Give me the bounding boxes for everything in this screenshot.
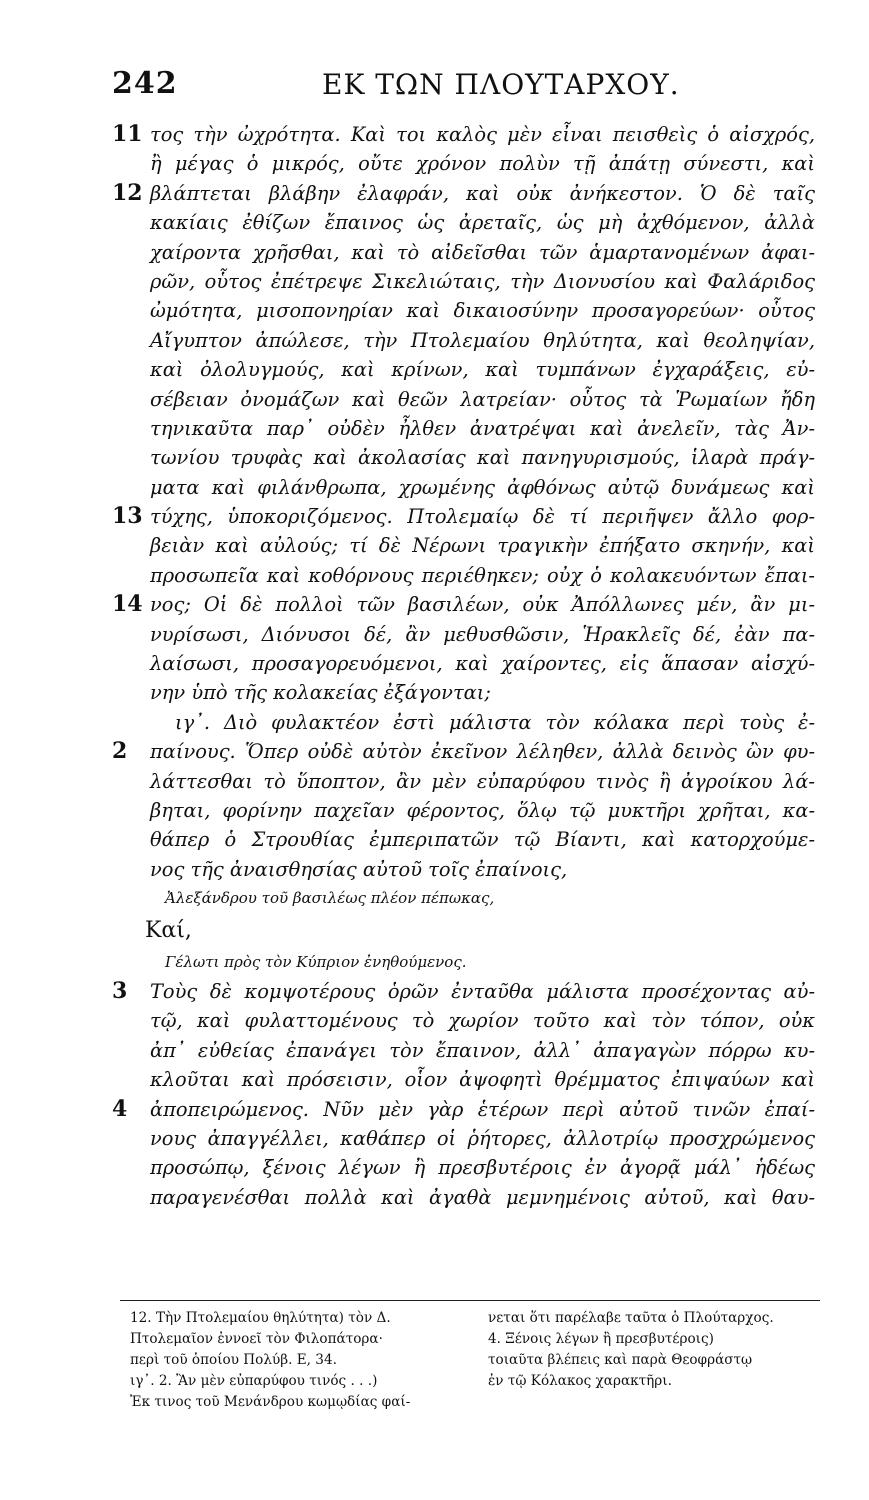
- line-text: σέβειαν ὀνομάζων καὶ θεῶν λατρείαν· οὗτος τὰ Ῥωμαίων ἤδη: [150, 387, 815, 411]
- text-line: [0, 649, 815, 678]
- text-line: [0, 1095, 815, 1124]
- line-text: ἀποπειρώμενος. Νῦν μὲν γὰρ ἑτέρων περὶ αὐτοῦ τινῶν ἐπαί-: [150, 1097, 815, 1121]
- footnote-line: τοιαῦτα βλέπεις καὶ παρὰ Θεοφράστῳ: [488, 1352, 753, 1368]
- text-line: [0, 620, 815, 649]
- text-line: [0, 561, 815, 590]
- line-text: ματα καὶ φιλάνθρωπα, χρωμένης ἀφθόνως αὐτῷ δυνάμεως καὶ: [150, 475, 815, 499]
- footnote-line: ἐν τῷ Κόλακος χαρακτῆρι.: [488, 1373, 672, 1389]
- line-text: ἀπ᾽ εὐθείας ἐπανάγει τὸν ἔπαινον, ἀλλ᾽ ἀπαγαγὼν πόρρω κυ-: [150, 1038, 815, 1062]
- line-text: χαίροντα χρῆσθαι, καὶ τὸ αἰδεῖσθαι τῶν ἁμαρτανομένων ἀφαι-: [150, 240, 815, 264]
- line-text: τῷ, καὶ φυλαττομένους τὸ χωρίον τοῦτο καὶ τὸν τόπον, οὐκ: [150, 1009, 815, 1033]
- line-text: βλάπτεται βλάβην ἐλαφράν, καὶ οὐκ ἀνήκεστον. Ὁ δὲ ταῖς: [150, 181, 815, 205]
- text-line: [0, 796, 815, 825]
- text-line: [0, 149, 815, 178]
- text-line: [0, 355, 815, 384]
- line-text: κακίαις ἐθίζων ἔπαινος ὡς ἀρεταῖς, ὡς μὴ ἀχθόμενον, ἀλλὰ: [150, 211, 815, 235]
- text-line: [0, 531, 815, 560]
- text-line: [0, 267, 815, 296]
- running-title: ΕΚ ΤΩΝ ΠΛΟΥΤΑΡΧΟΥ.: [322, 68, 680, 101]
- main-text: [0, 120, 869, 1212]
- footnotes-left-column: [130, 1308, 480, 1413]
- line-text: τος τὴν ὠχρότητα. Καὶ τοι καλὸς μὲν εἶναι πεισθεὶς ὁ αἰσχρός,: [150, 123, 815, 146]
- line-text: νος τῆς ἀναισθησίας αὐτοῦ τοῖς ἐπαίνοις,: [150, 857, 568, 881]
- text-line: [0, 414, 815, 443]
- paragraph-number: 3: [112, 977, 128, 1004]
- paragraph-number: 11: [112, 121, 143, 147]
- text-line: [0, 502, 815, 531]
- footnote-line: 12. Τὴν Πτολεμαίου θηλύτητα) τὸν Δ.: [130, 1310, 391, 1326]
- line-text: λάττεσθαι τὸ ὕποπτον, ἂν μὲν εὐπαρύφου τινὸς ἢ ἀγροίκου λά-: [150, 769, 815, 793]
- line-text: ἢ μέγας ὁ μικρός, οὔτε χρόνον πολὺν τῇ ἀπάτῃ σύνεστι, καὶ: [150, 152, 815, 176]
- line-text: καὶ ὀλολυγμούς, καὶ κρίνων, καὶ τυμπάνων ἐγχαράξεις, εὐ-: [150, 358, 815, 382]
- line-text: ὠμότητα, μισοπονηρίαν καὶ δικαιοσύνην προσαγορεύων· οὗτος: [150, 299, 815, 323]
- line-text: ρῶν, οὗτος ἐπέτρεψε Σικελιώταις, τὴν Διονυσίου καὶ Φαλάριδος: [150, 269, 815, 293]
- line-text: Τοὺς δὲ κομψοτέρους ὁρῶν ἐνταῦθα μάλιστα προσέχοντας αὐ-: [150, 979, 815, 1003]
- text-line: [0, 977, 815, 1006]
- line-text: θάπερ ὁ Στρουθίας ἐμπεριπατῶν τῷ Βίαντι, καὶ κατορχούμε-: [150, 828, 815, 852]
- text-line: [0, 179, 815, 208]
- text-block-1: [0, 120, 869, 884]
- text-line: [0, 296, 815, 325]
- text-line: [0, 590, 815, 619]
- text-line: [0, 326, 815, 355]
- line-text: νην ὑπὸ τῆς κολακείας ἐξάγονται;: [150, 681, 491, 705]
- line-text: ιγ᾽. Διὸ φυλακτέον ἐστὶ μάλιστα τὸν κόλακα περὶ τοὺς ἐ-: [175, 710, 815, 734]
- text-line: [0, 1065, 815, 1094]
- footnote-line: Ἐκ τινος τοῦ Μενάνδρου κωμῳδίας φαί-: [130, 1394, 411, 1410]
- footnote-line: περὶ τοῦ ὁποίου Πολύβ. Ε, 34.: [130, 1352, 337, 1368]
- line-text: βειὰν καὶ αὐλούς; τί δὲ Νέρωνι τραγικὴν ἐπήξατο σκηνήν, καὶ: [150, 534, 815, 558]
- text-line: [0, 825, 815, 854]
- text-line: [0, 120, 815, 149]
- line-text: τωνίου τρυφὰς καὶ ἀκολασίας καὶ πανηγυρισμούς, ἱλαρὰ πράγ-: [150, 446, 815, 470]
- line-text: λαίσωσι, προσαγορευόμενοι, καὶ χαίροντες, εἰς ἅπασαν αἰσχύ-: [150, 652, 815, 676]
- text-line: [0, 1036, 815, 1065]
- page-header: [112, 66, 812, 110]
- interjection-kai: Καί,: [145, 917, 192, 943]
- text-line: [0, 708, 815, 737]
- line-text: προσώπῳ, ξένοις λέγων ἢ πρεσβυτέροις ἐν ἀγορᾷ μάλ᾽ ἡδέως: [150, 1156, 815, 1180]
- paragraph-number: 12: [112, 179, 143, 206]
- text-line: [0, 385, 815, 414]
- text-line: [0, 1006, 815, 1035]
- text-line: [0, 737, 815, 766]
- line-text: νος; Οἱ δὲ πολλοὶ τῶν βασιλέων, οὐκ Ἀπόλλωνες μέν, ἂν μι-: [150, 593, 815, 617]
- line-text: προσωπεῖα καὶ κοθόρνους περιέθηκεν; οὐχ ὁ κολακευόντων ἔπαι-: [150, 563, 815, 587]
- line-text: κλοῦται καὶ πρόσεισιν, οἷον ἀψοφητὶ θρέμματος ἐπιψαύων καὶ: [150, 1068, 815, 1092]
- paragraph-number: 4: [112, 1095, 128, 1122]
- line-text: Αἴγυπτον ἀπώλεσε, τὴν Πτολεμαίου θηλύτητα, καὶ θεοληψίαν,: [150, 328, 815, 352]
- text-line: [0, 1124, 815, 1153]
- line-text: βηται, φορίνην παχεῖαν φέροντος, ὅλῳ τῷ μυκτῆρι χρῆται, κα-: [150, 798, 815, 822]
- page-number: 242: [112, 66, 178, 101]
- line-text: τηνικαῦτα παρ᾽ οὐδὲν ἦλθεν ἀνατρέψαι καὶ ἀνελεῖν, τὰς Ἀν-: [150, 416, 815, 440]
- text-line: [0, 855, 815, 884]
- line-text: παίνους. Ὅπερ οὐδὲ αὐτὸν ἐκεῖνον λέληθεν, ἀλλὰ δεινὸς ὢν φυ-: [150, 740, 815, 764]
- paragraph-number: 2: [112, 738, 128, 765]
- line-text: νους ἀπαγγέλλει, καθάπερ οἱ ῥήτορες, ἀλλοτρίῳ προσχρώμενος: [150, 1126, 815, 1150]
- footnote-line: 4. Ξένοις λέγων ἢ πρεσβυτέροις): [488, 1331, 714, 1347]
- text-line: [0, 1153, 815, 1182]
- line-text: παραγενέσθαι πολλὰ καὶ ἀγαθὰ μεμνημένοις αὐτοῦ, καὶ θαυ-: [150, 1185, 815, 1209]
- verse-quote-1: Ἀλεξάνδρου τοῦ βασιλέως πλέον πέπωκας,: [165, 889, 495, 908]
- text-line: [0, 678, 815, 707]
- footnote-line: νεται ὅτι παρέλαβε ταῦτα ὁ Πλούταρχος.: [488, 1310, 774, 1326]
- text-line: [0, 767, 815, 796]
- text-line: [0, 208, 815, 237]
- line-text: τύχης, ὑποκοριζόμενος. Πτολεμαίῳ δὲ τί περιῆψεν ἄλλο φορ-: [150, 505, 815, 529]
- paragraph-number: 13: [112, 503, 143, 530]
- paragraph-number: 14: [112, 591, 143, 618]
- text-block-2: [0, 977, 869, 1212]
- footnotes-right-column: [488, 1308, 820, 1392]
- footnote-line: ιγ᾽. 2. Ἂν μὲν εὐπαρύφου τινός . . .): [130, 1373, 378, 1389]
- footnote-line: Πτολεμαῖον ἐννοεῖ τὸν Φιλοπάτορα·: [130, 1331, 383, 1347]
- footnote-rule: [120, 1300, 820, 1301]
- line-text: νυρίσωσι, Διόνυσοι δέ, ἂν μεθυσθῶσιν, Ἡρακλεῖς δέ, ἐὰν πα-: [150, 622, 815, 646]
- text-line: [0, 443, 815, 472]
- text-line: [0, 238, 815, 267]
- text-line: [0, 1183, 815, 1212]
- text-line: [0, 473, 815, 502]
- verse-quote-2: Γέλωτι πρὸς τὸν Κύπριον ἐνηθούμενος.: [165, 952, 467, 971]
